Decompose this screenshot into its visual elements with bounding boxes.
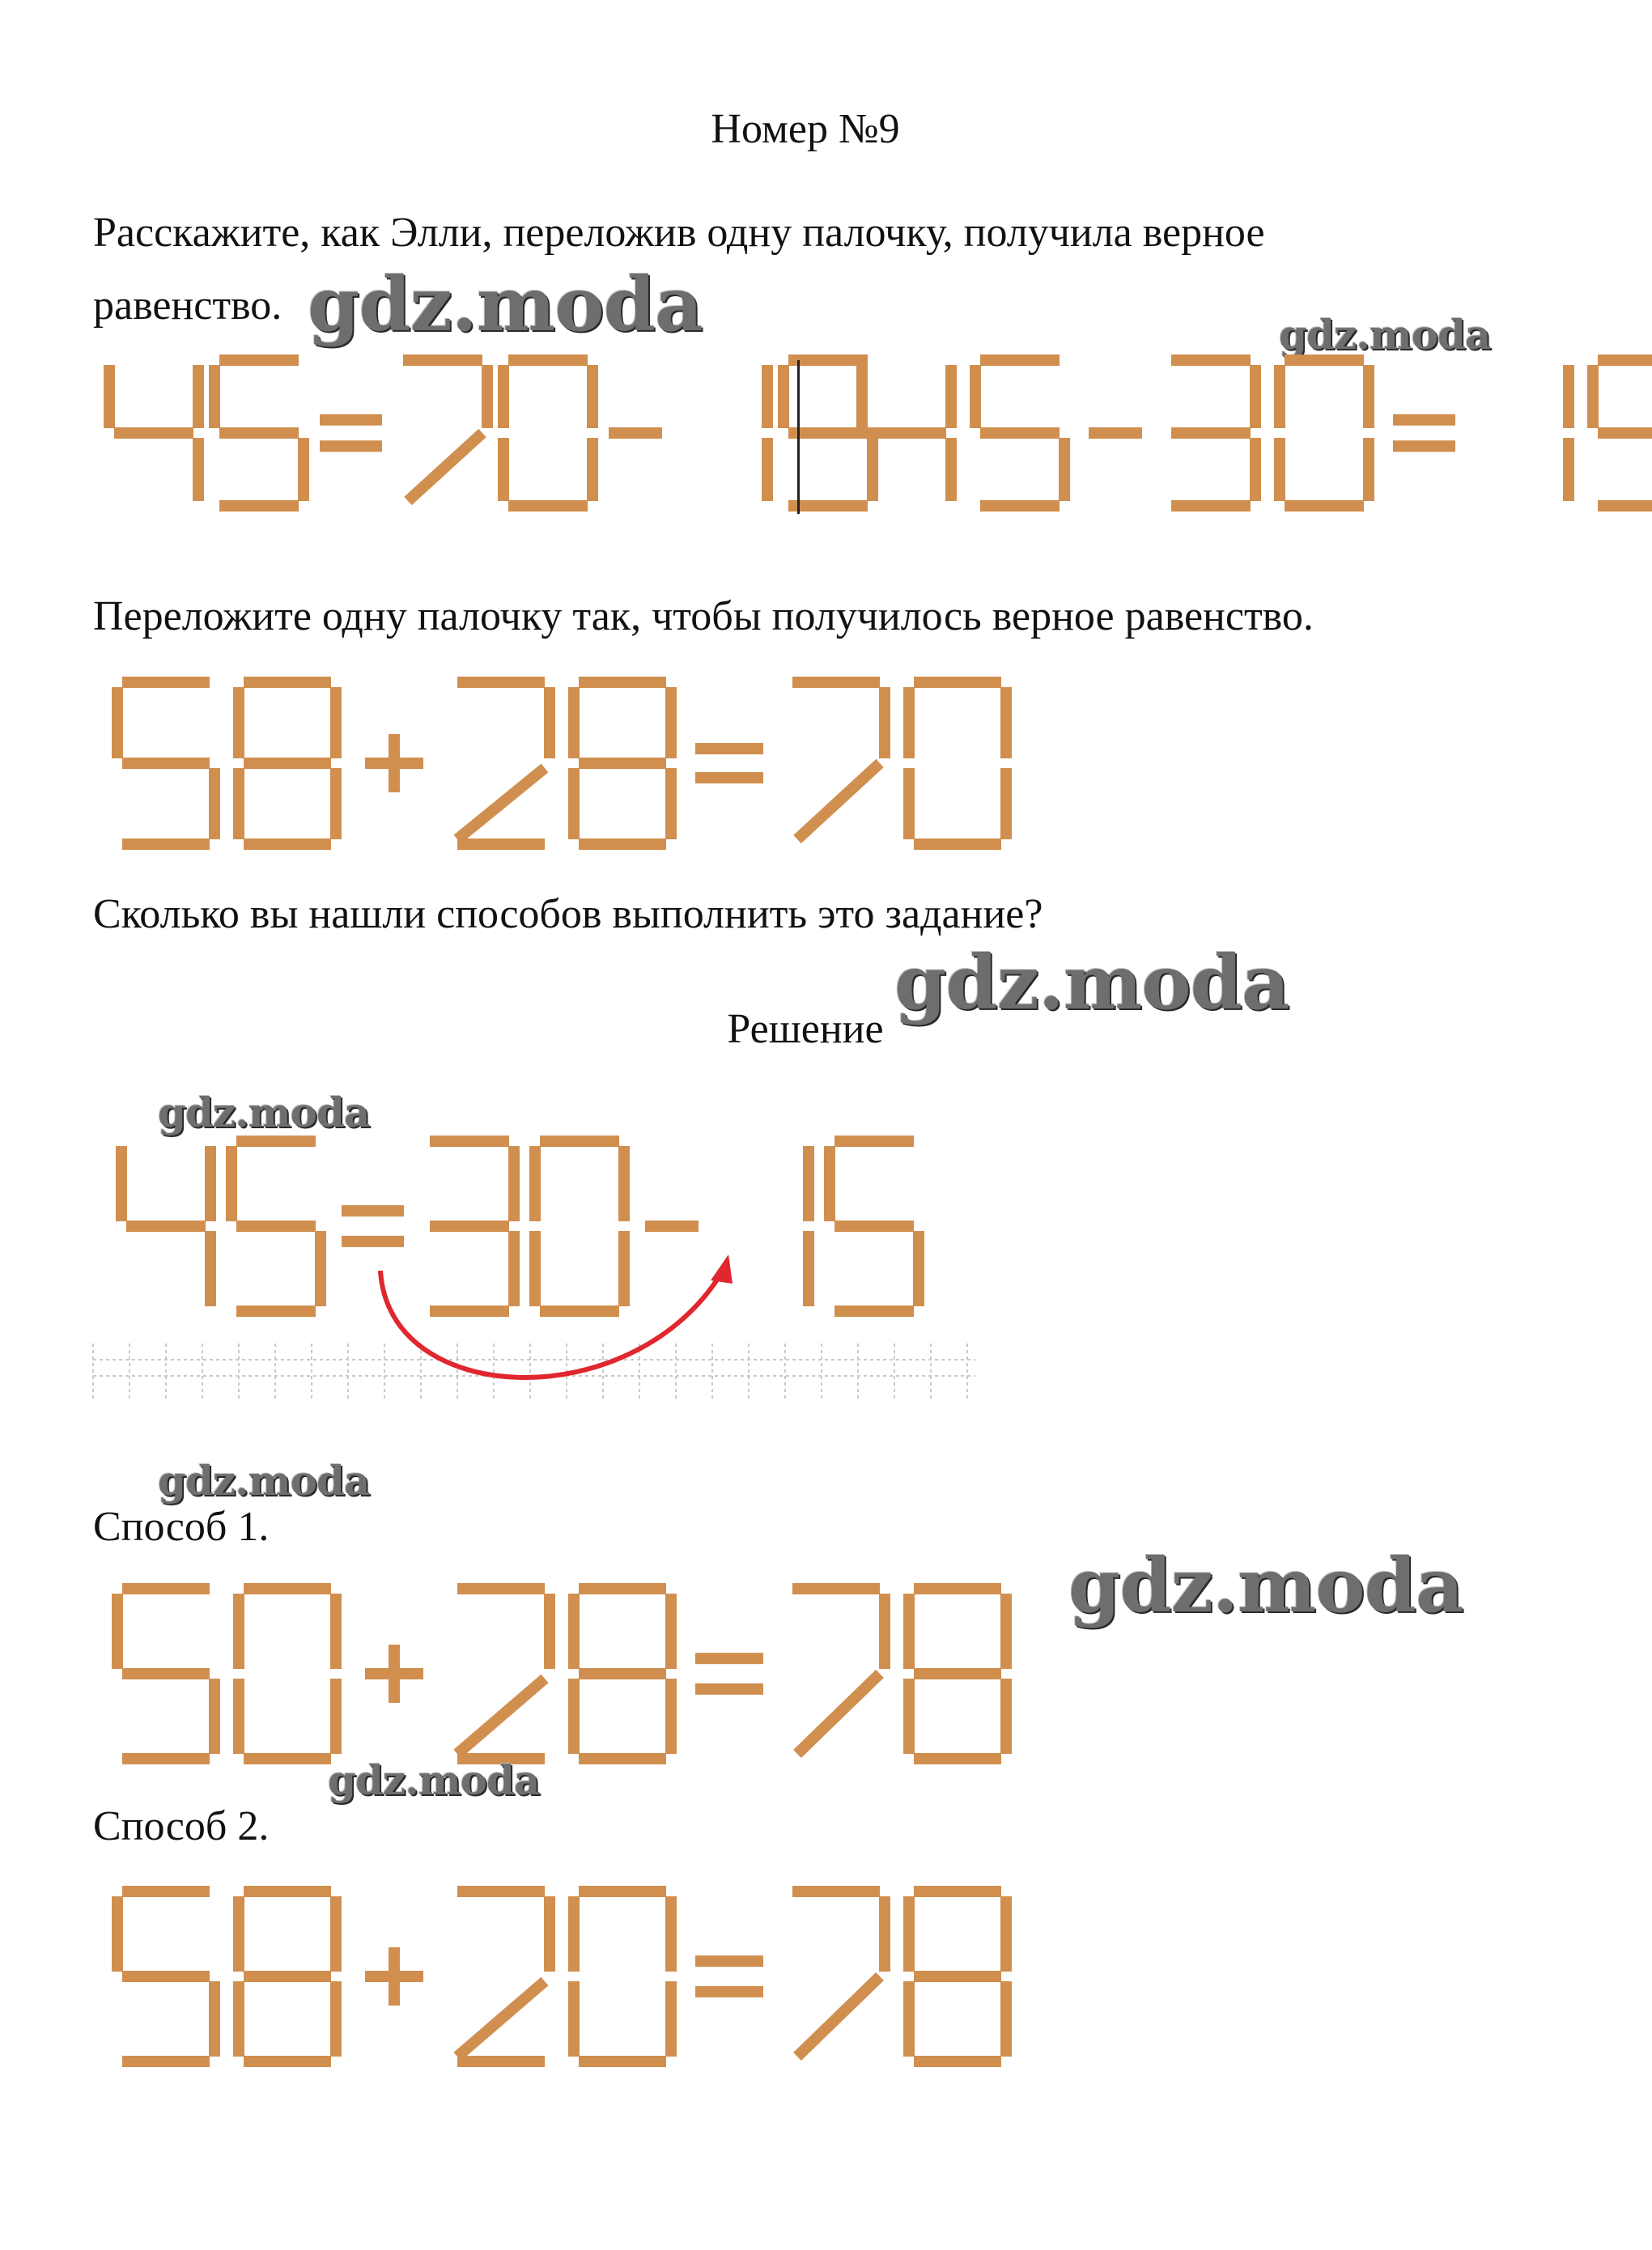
equation-method1 bbox=[113, 1585, 1044, 1771]
matchstick bbox=[457, 1679, 545, 1754]
equation-after bbox=[858, 356, 1586, 510]
task1-text-line2: равенство. bbox=[93, 282, 282, 329]
watermark: gdz.moda bbox=[158, 1457, 370, 1505]
page-title: Номер №9 bbox=[711, 106, 900, 152]
divider bbox=[797, 360, 800, 514]
task1-text-line1: Расскажите, как Элли, переложив одну палочку, получила верное bbox=[93, 210, 1265, 256]
move-arrow bbox=[324, 1230, 745, 1408]
method2-label: Способ 2. bbox=[93, 1803, 270, 1849]
solution-heading: Решение bbox=[727, 1006, 884, 1052]
watermark: gdz.moda bbox=[1279, 311, 1491, 359]
method1-label: Способ 1. bbox=[93, 1504, 270, 1550]
task2-question: Сколько вы нашли способов выполнить это задание? bbox=[93, 891, 1043, 937]
matchstick bbox=[457, 1981, 545, 2057]
equation-before bbox=[105, 356, 834, 510]
arrow-curve bbox=[380, 1271, 720, 1378]
watermark: gdz.moda bbox=[158, 1089, 370, 1136]
arrowhead-icon bbox=[711, 1254, 733, 1284]
matchstick bbox=[457, 768, 545, 839]
equation-task2 bbox=[113, 678, 1044, 856]
watermark: gdz.moda bbox=[1068, 1542, 1463, 1629]
matchstick bbox=[797, 1976, 880, 2057]
watermark: gdz.moda bbox=[894, 939, 1289, 1026]
matchstick bbox=[408, 433, 482, 501]
matchstick bbox=[797, 763, 880, 839]
task2-prompt: Переложите одну палочку так, чтобы получилось верное равенство. bbox=[93, 593, 1314, 639]
watermark: gdz.moda bbox=[328, 1756, 540, 1804]
matchstick bbox=[797, 1674, 880, 1754]
equation-method2 bbox=[113, 1887, 1044, 2074]
watermark: gdz.moda bbox=[308, 261, 703, 348]
